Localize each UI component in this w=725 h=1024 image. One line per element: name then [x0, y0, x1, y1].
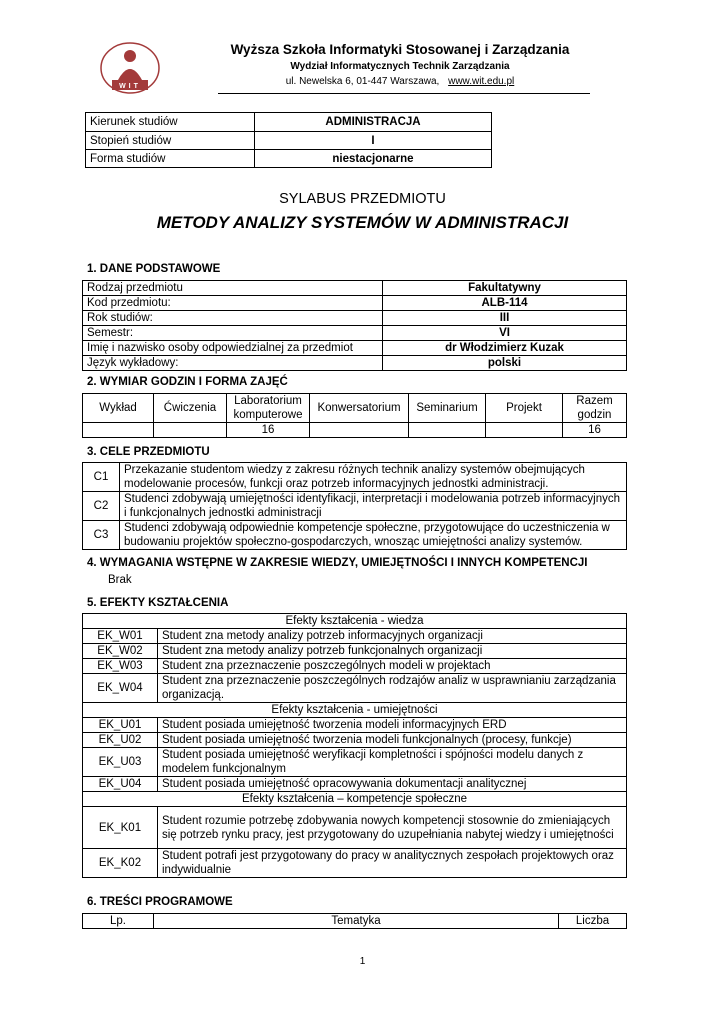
- table-row: [83, 311, 627, 326]
- syllabus-label: SYLABUS PRZEDMIOTU: [279, 191, 446, 207]
- goal-row: [83, 492, 627, 521]
- study-label: Kierunek studiów: [86, 113, 255, 132]
- section-5-title: 5. EFEKTY KSZTAŁCENIA: [87, 597, 229, 609]
- row-value: VI: [383, 326, 627, 341]
- header-cell: Ćwiczenia: [154, 394, 227, 423]
- outcome-text: Student posiada umiejętność weryfikacji kompletności i spójności modelu danych z modelem funkcjonalnym: [158, 748, 627, 777]
- study-value: I: [255, 132, 492, 150]
- value-cell: [409, 423, 486, 438]
- outcome-text: Student zna metody analizy potrzeb funkcjonalnych organizacji: [158, 644, 627, 659]
- value-cell: [83, 423, 154, 438]
- outcome-row: [83, 777, 627, 792]
- outcome-text: Student posiada umiejętność tworzenia modeli informacyjnych ERD: [158, 718, 627, 733]
- table-row: [83, 356, 627, 371]
- outcome-text: Student posiada umiejętność tworzenia modeli funkcjonalnych (procesy, funkcje): [158, 733, 627, 748]
- goal-text: Studenci zdobywają odpowiednie kompetencje społeczne, przygotowujące do uczestniczenia w budowaniu projektów społeczno-gospodarczych, wnosząc umiejętności analizy systemów.: [120, 521, 627, 550]
- outcome-row: [83, 807, 627, 849]
- website-link[interactable]: www.wit.edu.pl: [448, 76, 515, 87]
- address: ul. Newelska 6, 01-447 Warszawa,: [285, 76, 440, 87]
- program-header-row: [83, 914, 627, 929]
- table-row: [83, 281, 627, 296]
- page-number: 1: [359, 956, 366, 967]
- row-label: Język wykładowy:: [83, 356, 383, 371]
- header-cell: Wykład: [83, 394, 154, 423]
- value-cell: 16: [227, 423, 310, 438]
- outcome-row: [83, 718, 627, 733]
- section-2-title: 2. WYMIAR GODZIN I FORMA ZAJĘĆ: [87, 376, 288, 388]
- school-name: Wyższa Szkoła Informatyki Stosowanej i Zarządzania: [230, 42, 570, 57]
- row-value: ALB-114: [383, 296, 627, 311]
- requirements-text: Brak: [108, 574, 132, 586]
- goal-row: [83, 521, 627, 550]
- goal-code: C2: [83, 492, 120, 521]
- value-cell: 16: [563, 423, 627, 438]
- outcome-code: EK_U04: [83, 777, 158, 792]
- outcome-code: EK_U02: [83, 733, 158, 748]
- logo-text: WIT: [119, 83, 141, 90]
- outcome-text: Student zna przeznaczenie poszczególnych modeli w projektach: [158, 659, 627, 674]
- outcome-row: [83, 659, 627, 674]
- outcome-row: [83, 644, 627, 659]
- row-value: III: [383, 311, 627, 326]
- header-cell: Lp.: [83, 914, 154, 929]
- header-cell: Liczba: [559, 914, 627, 929]
- row-label: Rok studiów:: [83, 311, 383, 326]
- row-value: Fakultatywny: [383, 281, 627, 296]
- group-heading: Efekty kształcenia - wiedza: [83, 614, 627, 629]
- outcome-code: EK_U01: [83, 718, 158, 733]
- study-row: [86, 132, 492, 150]
- goal-code: C1: [83, 463, 120, 492]
- outcome-row: [83, 629, 627, 644]
- outcome-row: [83, 849, 627, 878]
- goal-row: [83, 463, 627, 492]
- outcome-row: [83, 674, 627, 703]
- group-heading: Efekty kształcenia - umiejętności: [83, 703, 627, 718]
- row-value: polski: [383, 356, 627, 371]
- group-heading: Efekty kształcenia – kompetencje społeczne: [83, 792, 627, 807]
- study-row: [86, 150, 492, 168]
- outcome-row: [83, 748, 627, 777]
- program-table: [82, 913, 627, 929]
- outcome-text: Student posiada umiejętność opracowywania dokumentacji analitycznej: [158, 777, 627, 792]
- outcome-text: Student rozumie potrzebę zdobywania nowych kompetencji stosownie do zmieniających się potrzeb rynku pracy, jest przygotowany do uzupełniania nabytej wiedzy i umiejętności: [158, 807, 627, 849]
- study-row: [86, 113, 492, 132]
- school-logo: [98, 40, 162, 98]
- header-cell: Projekt: [486, 394, 563, 423]
- header-cell: Razem godzin: [563, 394, 627, 423]
- outcome-code: EK_W03: [83, 659, 158, 674]
- group-heading-row: [83, 792, 627, 807]
- goal-text: Przekazanie studentom wiedzy z zakresu różnych technik analizy systemów obejmujących modelowanie procesów, funkcji oraz potrzeb informacyjnych jednostki administracji.: [120, 463, 627, 492]
- study-value: ADMINISTRACJA: [255, 113, 492, 132]
- table-row: [83, 341, 627, 356]
- table-row: [83, 296, 627, 311]
- course-title: METODY ANALIZY SYSTEMÓW W ADMINISTRACJI: [156, 213, 569, 232]
- outcome-code: EK_K02: [83, 849, 158, 878]
- outcome-row: [83, 733, 627, 748]
- section-3-title: 3. CELE PRZEDMIOTU: [87, 446, 210, 458]
- study-info-table: [85, 112, 492, 168]
- hours-table: [82, 393, 627, 438]
- group-heading-row: [83, 703, 627, 718]
- row-label: Semestr:: [83, 326, 383, 341]
- group-heading-row: [83, 614, 627, 629]
- goal-text: Studenci zdobywają umiejętności identyfikacji, interpretacji i modelowania potrzeb informacyjnych i funkcjonalnych jednostki administracji: [120, 492, 627, 521]
- outcome-text: Student zna przeznaczenie poszczególnych rodzajów analiz w usprawnianiu zarządzania organizacją.: [158, 674, 627, 703]
- header-cell: Konwersatorium: [310, 394, 409, 423]
- value-cell: [154, 423, 227, 438]
- goal-code: C3: [83, 521, 120, 550]
- address-line: [230, 76, 570, 87]
- section-4-title: 4. WYMAGANIA WSTĘPNE W ZAKRESIE WIEDZY, UMIEJĘTNOŚCI I INNYCH KOMPETENCJI: [87, 557, 588, 569]
- study-value: niestacjonarne: [255, 150, 492, 168]
- header-divider: [218, 93, 590, 94]
- section-6-title: 6. TREŚCI PROGRAMOWE: [87, 896, 233, 908]
- outcome-code: EK_U03: [83, 748, 158, 777]
- header-cell: Laboratorium komputerowe: [227, 394, 310, 423]
- section-1-title: 1. DANE PODSTAWOWE: [87, 263, 221, 275]
- row-label: Rodzaj przedmiotu: [83, 281, 383, 296]
- outcome-code: EK_W04: [83, 674, 158, 703]
- goals-table: [82, 462, 627, 550]
- header-cell: Tematyka: [154, 914, 559, 929]
- hours-header-row: [83, 394, 627, 423]
- faculty-name: Wydział Informatycznych Technik Zarządzania: [290, 61, 510, 72]
- table-row: [83, 326, 627, 341]
- header-cell: Seminarium: [409, 394, 486, 423]
- study-label: Forma studiów: [86, 150, 255, 168]
- study-label: Stopień studiów: [86, 132, 255, 150]
- row-label: Imię i nazwisko osoby odpowiedzialnej za przedmiot: [83, 341, 383, 356]
- outcome-text: Student zna metody analizy potrzeb informacyjnych organizacji: [158, 629, 627, 644]
- outcome-text: Student potrafi jest przygotowany do pracy w analitycznych zespołach projektowych oraz indywidualnie: [158, 849, 627, 878]
- basic-data-table: [82, 280, 627, 371]
- hours-value-row: [83, 423, 627, 438]
- outcome-code: EK_W01: [83, 629, 158, 644]
- value-cell: [310, 423, 409, 438]
- row-label: Kod przedmiotu:: [83, 296, 383, 311]
- outcomes-table: [82, 613, 627, 878]
- outcome-code: EK_W02: [83, 644, 158, 659]
- value-cell: [486, 423, 563, 438]
- row-value: dr Włodzimierz Kuzak: [383, 341, 627, 356]
- outcome-code: EK_K01: [83, 807, 158, 849]
